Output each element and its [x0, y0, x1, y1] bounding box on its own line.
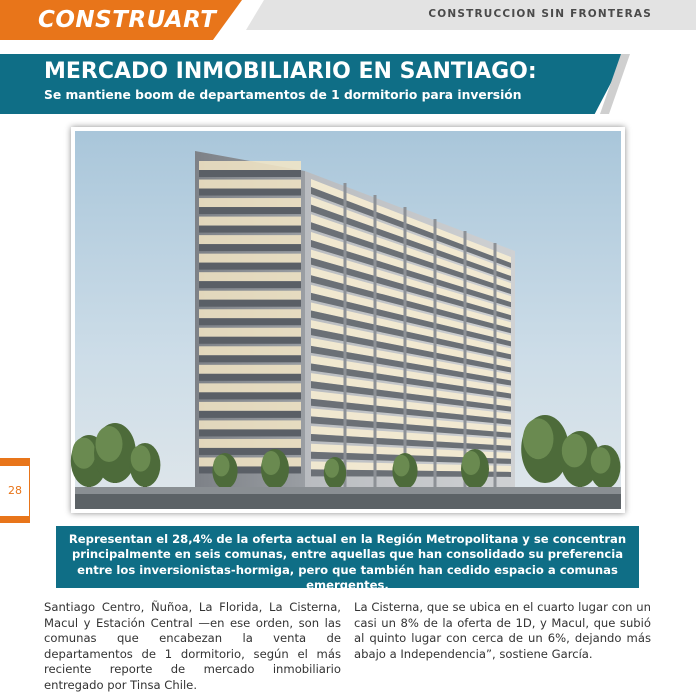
body-column-right: La Cisterna, que se ubica en el cuarto lugar con un casi un 8% de la oferta de 1D, y Macul, que subió al quinto lugar con cerca de un 6%, dejando más abajo a Independencia”, sostiene García. [354, 600, 651, 661]
magazine-slogan: CONSTRUCCION SIN FRONTERAS [428, 8, 652, 20]
lead-paragraph: Representan el 28,4% de la oferta actual en la Región Metropolitana y se concentran principalmente en seis comunas, entre aquellas que han consolidado su preferencia entre los inversionistas-hormiga, pero que también han cedido espacio a comunas emergentes. [68, 532, 627, 592]
article-photo [71, 127, 625, 513]
article-subtitle: Se mantiene boom de departamentos de 1 dormitorio para inversión [44, 88, 522, 102]
page-number: 28 [8, 484, 22, 497]
article-title: MERCADO INMOBILIARIO EN SANTIAGO: [44, 59, 537, 84]
magazine-logo: CONSTRUART [38, 7, 217, 33]
lead-box [56, 526, 639, 592]
body-column-left: Santiago Centro, Ñuñoa, La Florida, La Cisterna, Macul y Estación Central —en ese orden, son las comunas que encabezan la venta de departamentos de 1 dormitorio, según el más reciente reporte de mercado inmobiliario entregado por Tinsa Chile. [44, 600, 341, 692]
apartment-tower-illustration [75, 131, 621, 509]
